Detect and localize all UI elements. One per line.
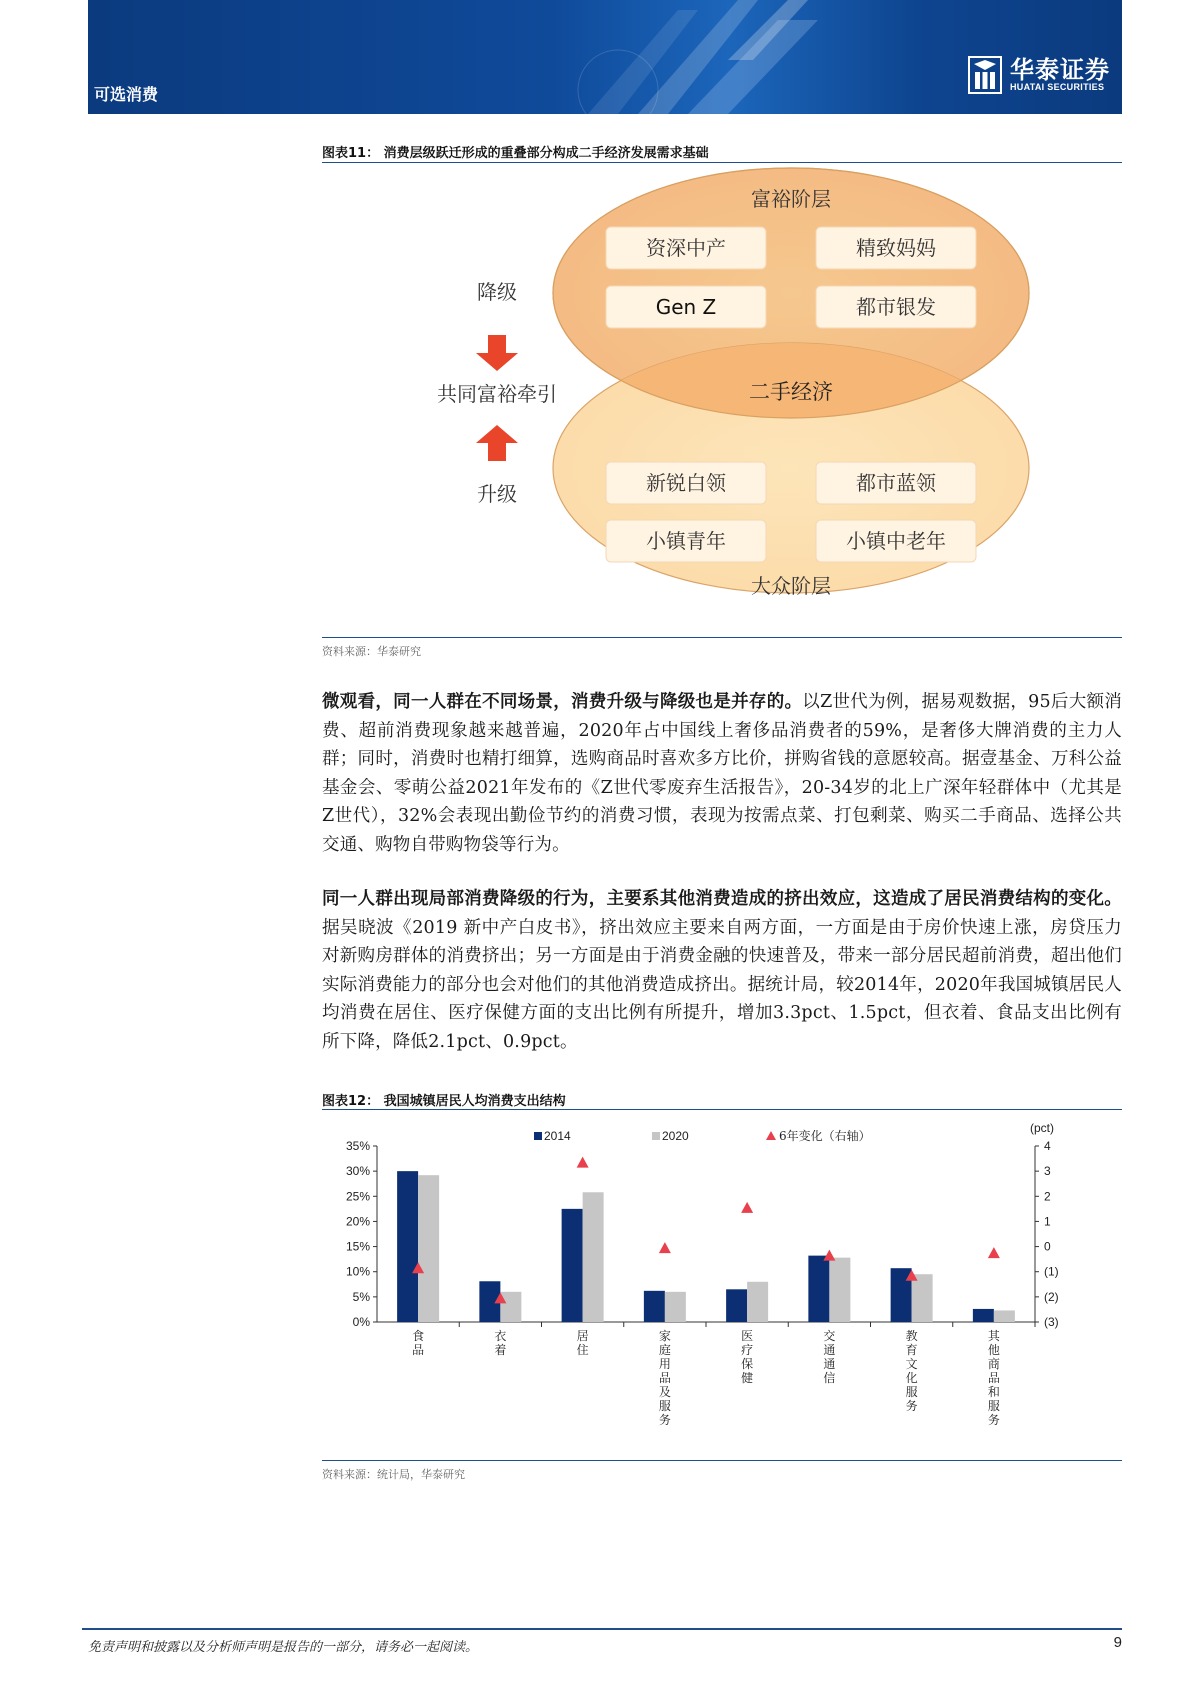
category-label: 其他商品和服务 [987, 1329, 1000, 1427]
category-label: 家庭用品及服务 [658, 1329, 671, 1427]
left-tick-label: 35% [345, 1139, 370, 1153]
paragraph-2-body: 据吴晓波《2019 新中产白皮书》，挤出效应主要来自两方面，一方面是由于房价快速上涨，房贷压力对新购房群体的消费挤出；另一方面是由于消费金融的快速普及，带来一部分居民超前消费，超出他们实际消费能力的部分也会对他们的其他消费造成挤出。据统计局，较2014年，2020年我国城镇居民人均消费在居住、医疗保健方面的支出比例有所提升，增加3.3pct、1.5pct，但衣着、食品支出比例有所下降，降低2.1pct、0.9pct。 [322, 917, 1122, 1052]
bar-2020 [912, 1274, 933, 1322]
figure12-source: 资料来源：统计局，华泰研究 [322, 1468, 465, 1481]
figure11-title: 图表11： 消费层级跃迁形成的重叠部分构成二手经济发展需求基础 [322, 146, 709, 161]
bottom-label: 大众阶层 [751, 574, 831, 598]
bar-2020 [418, 1175, 439, 1322]
figure12-bottom-rule [322, 1460, 1122, 1461]
bar-2020 [994, 1310, 1015, 1322]
right-tick-label: 4 [1044, 1139, 1051, 1153]
footer-rule [82, 1628, 1122, 1630]
left-tick-label: 15% [345, 1239, 370, 1254]
paragraph-1 [322, 688, 1122, 859]
category-label: 食品 [412, 1329, 425, 1357]
left-tick-label: 30% [345, 1164, 370, 1179]
top-item: Gen Z [655, 295, 717, 319]
right-axis-unit: (pct) [1030, 1121, 1054, 1135]
right-tick-label: (1) [1044, 1264, 1059, 1279]
figure11-top-rule [322, 162, 1122, 163]
left-tick-label: 25% [345, 1189, 370, 1204]
bar-2014 [726, 1289, 747, 1322]
huatai-logo-icon [968, 56, 1002, 94]
legend-label-2014: 2014 [544, 1129, 571, 1143]
left-tick-label: 0% [352, 1315, 370, 1329]
paragraph-2 [322, 885, 1122, 1056]
paragraph-1-body: 以Z世代为例，据易观数据，95后大额消费、超前消费现象越来越普遍，2020年占中国线上奢侈品消费者的59%，是奢侈大牌消费的主力人群；同时，消费时也精打细算，选购商品时喜欢多方比价，拼购省钱的意愿较高。据壹基金、万科公益基金会、零萌公益2021年发布的《Z世代零废弃生活报告》，20-34岁的北上广深年轻群体中（尤其是Z世代），32%会表现出勤俭节约的消费习惯，表现为按需点菜、打包剩菜、购买二手商品、选择公共交通、购物自带购物袋等行为。 [322, 692, 1122, 855]
bottom-item: 新锐白领 [646, 471, 726, 495]
right-tick-label: (3) [1044, 1315, 1059, 1329]
bar-2014 [644, 1291, 665, 1322]
top-label: 富裕阶层 [751, 187, 831, 211]
paragraph-2-lead: 同一人群出现局部消费降级的行为，主要系其他消费造成的挤出效应，这造成了居民消费结构的变化。 [322, 889, 1122, 909]
change-marker [659, 1242, 671, 1253]
bar-2020 [500, 1292, 521, 1322]
bar-2014 [973, 1309, 994, 1322]
left-tick-label: 20% [345, 1214, 370, 1229]
right-tick-label: 3 [1044, 1164, 1051, 1179]
bottom-item: 小镇青年 [646, 529, 726, 553]
logo-english: HUATAI SECURITIES [1010, 82, 1105, 92]
figure11-venn-diagram [322, 165, 1122, 625]
legend-swatch-2020 [652, 1132, 660, 1140]
center-label: 二手经济 [749, 380, 833, 404]
category-label: 衣着 [494, 1329, 507, 1357]
bar-2020 [583, 1192, 604, 1322]
bar-2014 [808, 1256, 829, 1322]
legend-swatch-2014 [534, 1132, 542, 1140]
category-label: 居住 [576, 1329, 589, 1357]
arrow-down-icon [476, 335, 518, 371]
figure12-title: 图表12： 我国城镇居民人均消费支出结构 [322, 1094, 566, 1109]
footer-disclaimer: 免责声明和披露以及分析师声明是报告的一部分，请务必一起阅读。 [88, 1640, 479, 1655]
downgrade-label: 降级 [477, 280, 517, 304]
figure12-bar-chart [322, 1115, 1122, 1455]
bottom-item: 都市蓝领 [856, 471, 936, 495]
bottom-item: 小镇中老年 [846, 529, 946, 553]
legend-triangle-icon [766, 1131, 776, 1140]
brand-logo [968, 56, 1110, 94]
right-tick-label: 2 [1044, 1189, 1051, 1204]
figure11-bottom-rule [322, 637, 1122, 638]
bar-2020 [747, 1282, 768, 1322]
driver-label: 共同富裕牵引 [437, 382, 557, 406]
logo-chinese: 华泰证券 [1010, 56, 1110, 84]
arrow-up-icon [476, 425, 518, 461]
banner-decoration [558, 0, 858, 114]
page-number: 9 [1113, 1634, 1122, 1651]
paragraph-1-lead: 微观看，同一人群在不同场景，消费升级与降级也是并存的。 [322, 692, 803, 712]
category-label: 医疗保健 [741, 1329, 754, 1385]
category-label: 交通通信 [823, 1329, 836, 1385]
figure12-top-rule [322, 1109, 1122, 1110]
chart-legend [534, 1128, 871, 1143]
change-marker [577, 1157, 589, 1168]
top-item: 都市银发 [856, 295, 936, 319]
top-item: 精致妈妈 [856, 236, 936, 260]
change-marker [823, 1250, 835, 1261]
left-tick-label: 10% [345, 1264, 370, 1279]
legend-label-2020: 2020 [662, 1129, 689, 1143]
bar-2014 [562, 1209, 583, 1322]
figure11-source: 资料来源：华泰研究 [322, 645, 421, 658]
change-marker [988, 1247, 1000, 1258]
top-item: 资深中产 [646, 236, 726, 260]
left-tick-label: 5% [352, 1289, 370, 1304]
bar-2020 [665, 1292, 686, 1322]
upgrade-label: 升级 [477, 482, 517, 506]
section-tag: 可选消费 [94, 85, 159, 104]
category-label: 教育文化服务 [905, 1329, 918, 1413]
change-marker [741, 1202, 753, 1213]
right-tick-label: 1 [1044, 1214, 1051, 1229]
right-tick-label: (2) [1044, 1289, 1059, 1304]
bar-2014 [397, 1171, 418, 1322]
legend-label-change: 6年变化（右轴） [779, 1129, 871, 1143]
bar-2020 [829, 1258, 850, 1322]
right-tick-label: 0 [1044, 1239, 1051, 1254]
header-banner [88, 0, 1122, 114]
